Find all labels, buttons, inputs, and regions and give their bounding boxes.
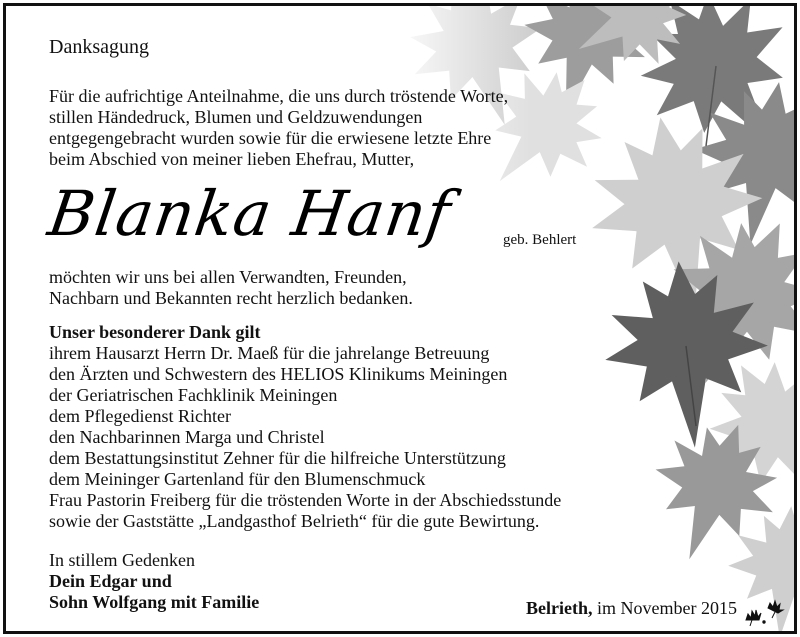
intro-line: Für die aufrichtige Anteilnahme, die uns durch tröstende Worte, bbox=[49, 86, 509, 106]
thanks-intro-line: Nachbarn und Bekannten recht herzlich bedanken. bbox=[49, 288, 413, 308]
date: im November 2015 bbox=[596, 598, 737, 618]
obituary-notice bbox=[3, 3, 797, 634]
special-thanks-title: Unser besonderer Dank gilt bbox=[49, 322, 261, 342]
thanks-line: dem Pflegedienst Richter bbox=[49, 406, 231, 426]
thanks-line: den Ärzten und Schwestern des HELIOS Klinikums Meiningen bbox=[49, 364, 508, 384]
thanks-line: sowie der Gaststätte „Landgasthof Belrieth“ für die gute Bewirtung. bbox=[49, 511, 540, 531]
intro-line: entgegengebracht wurden sowie für die erwiesene letzte Ehre bbox=[49, 128, 492, 148]
heading: Danksagung bbox=[49, 36, 149, 58]
intro-line: beim Abschied von meiner lieben Ehefrau, Mutter, bbox=[49, 149, 415, 169]
birth-name: geb. Behlert bbox=[503, 232, 577, 248]
thanks-intro bbox=[49, 267, 413, 309]
thanks-line: Frau Pastorin Freiberg für die tröstenden Worte in der Abschiedsstunde bbox=[49, 490, 562, 510]
closing-signature bbox=[49, 550, 259, 613]
thanks-intro-line: möchten wir uns bei allen Verwandten, Freunden, bbox=[49, 267, 407, 287]
thanks-line: ihrem Hausarzt Herrn Dr. Maeß für die jahrelange Betreuung bbox=[49, 343, 490, 363]
closing-line: In stillem Gedenken bbox=[49, 550, 195, 570]
signer-line: Sohn Wolfgang mit Familie bbox=[49, 592, 260, 612]
thanks-line: der Geriatrischen Fachklinik Meiningen bbox=[49, 385, 338, 405]
leaf-ornament-icon bbox=[738, 598, 788, 628]
signer-line: Dein Edgar und bbox=[49, 571, 172, 591]
thanks-line: dem Meininger Gartenland für den Blumenschmuck bbox=[49, 469, 426, 489]
deceased-name: Blanka Hanf bbox=[43, 177, 456, 250]
intro-text bbox=[49, 86, 508, 170]
place: Belrieth, bbox=[526, 598, 593, 618]
intro-line: stillen Händedruck, Blumen und Geldzuwendungen bbox=[49, 107, 423, 127]
thanks-line: dem Bestattungsinstitut Zehner für die hilfreiche Unterstützung bbox=[49, 448, 506, 468]
place-date bbox=[526, 598, 737, 619]
thanks-line: den Nachbarinnen Marga und Christel bbox=[49, 427, 325, 447]
special-thanks-list bbox=[49, 343, 561, 532]
